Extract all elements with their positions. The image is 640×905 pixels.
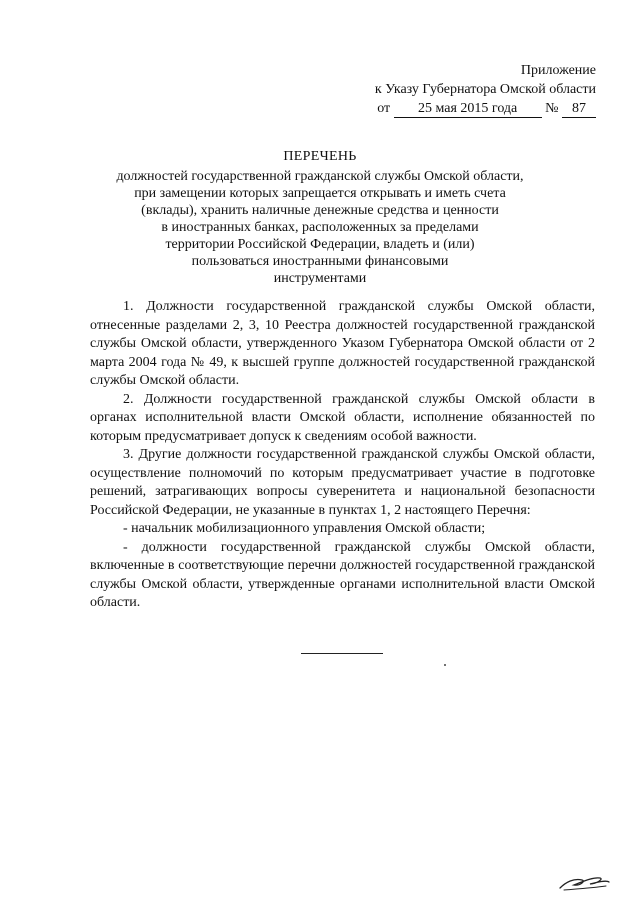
title-line: при замещении которых запрещается открывать и иметь счета — [134, 186, 506, 201]
annex-title: Приложение — [520, 63, 596, 78]
decree-date: 25 мая 2015 года — [394, 101, 542, 118]
title-line: (вклады), хранить наличные денежные средства и ценности — [141, 203, 499, 218]
annex-decree-ref: к Указу Губернатора Омской области — [374, 82, 596, 97]
end-separator-line — [301, 653, 383, 654]
paragraph-2: 2. Должности государственной гражданской службы Омской области в органах исполнительной власти Омской области, исполнение обязанностей по которым предусматривает допуск к сведениям особой важности. — [90, 391, 595, 444]
list-item: - должности государственной гражданской службы Омской области, включенные в соответствующие перечни должностей государственной гражданской службы Омской области, утвержденные органами исполнительной власти Омской области. — [90, 539, 595, 610]
document-body — [90, 298, 595, 613]
annex-date-number-line — [375, 99, 596, 118]
number-prefix: № — [545, 101, 559, 116]
document-title — [95, 148, 545, 287]
annex-header — [375, 61, 596, 118]
date-prefix: от — [377, 101, 391, 116]
paragraph-3: 3. Другие должности государственной гражданской службы Омской области, осуществление полномочий по которым предусматривает участие в подготовке решений, затрагивающих вопросы суверенитета и национальной безопасности Российской Федерации, не указанные в пунктах 1, 2 настоящего Перечня: — [90, 447, 595, 518]
title-line: пользоваться иностранными финансовыми — [191, 254, 449, 269]
decree-number: 87 — [562, 101, 596, 118]
paragraph-1: 1. Должности государственной гражданской службы Омской области, отнесенные разделами 2, 3, 10 Реестра должностей государственной гражданской службы Омской области, утвержденного Указом Губернатора Омской области от 2 марта 2004 года № 49, к высшей группе должностей государственной гражданской службы Омской области. — [90, 299, 595, 388]
scan-speck — [444, 664, 446, 666]
signature-icon — [556, 868, 612, 894]
title-line: должностей государственной гражданской службы Омской области, — [116, 169, 524, 184]
title-line: территории Российской Федерации, владеть и (или) — [165, 237, 475, 252]
title-heading: ПЕРЕЧЕНЬ — [283, 149, 357, 164]
title-line: в иностранных банках, расположенных за пределами — [161, 220, 479, 235]
list-item: - начальник мобилизационного управления Омской области; — [123, 521, 486, 536]
title-line: инструментами — [273, 271, 367, 286]
